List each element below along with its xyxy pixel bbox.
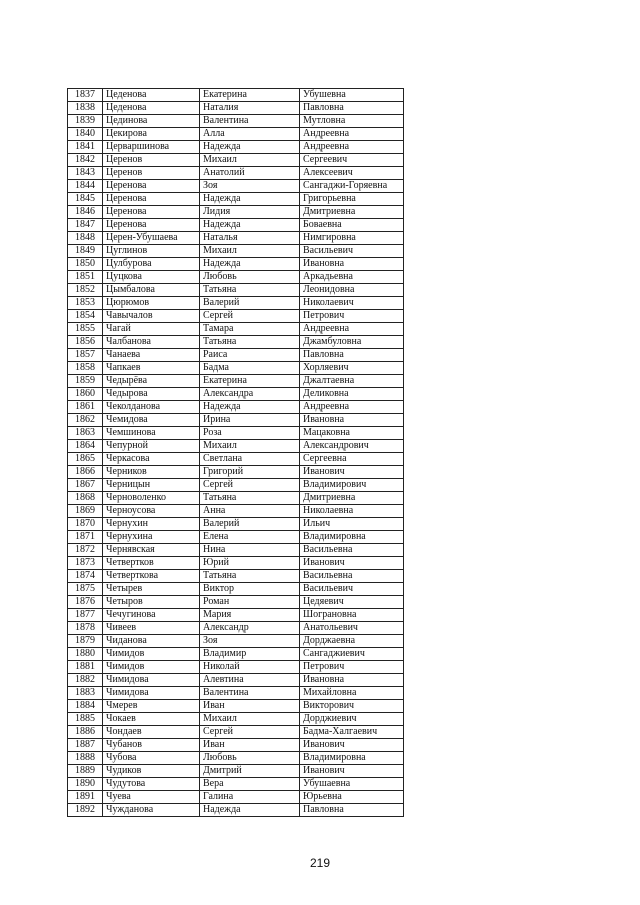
row-number-cell: 1864 (68, 440, 103, 453)
patronymic-cell: Андреевна (300, 128, 404, 141)
patronymic-cell: Цедяевич (300, 596, 404, 609)
row-number-cell: 1883 (68, 687, 103, 700)
patronymic-cell: Владимировна (300, 531, 404, 544)
patronymic-cell: Сангаджиевич (300, 648, 404, 661)
patronymic-cell: Шограновна (300, 609, 404, 622)
last-name-cell: Чиданова (103, 635, 200, 648)
first-name-cell: Александра (200, 388, 300, 401)
patronymic-cell: Николаевна (300, 505, 404, 518)
last-name-cell: Четыров (103, 596, 200, 609)
first-name-cell: Михаил (200, 440, 300, 453)
last-name-cell: Цединова (103, 115, 200, 128)
patronymic-cell: Алексеевич (300, 167, 404, 180)
patronymic-cell: Владимировна (300, 752, 404, 765)
last-name-cell: Цулбурова (103, 258, 200, 271)
patronymic-cell: Петрович (300, 661, 404, 674)
table-row (68, 167, 404, 180)
first-name-cell: Екатерина (200, 89, 300, 102)
last-name-cell: Черкасова (103, 453, 200, 466)
table-row (68, 310, 404, 323)
last-name-cell: Черноволенко (103, 492, 200, 505)
patronymic-cell: Анатольевич (300, 622, 404, 635)
first-name-cell: Надежда (200, 804, 300, 817)
last-name-cell: Цуцкова (103, 271, 200, 284)
page-number: 219 (309, 856, 331, 870)
row-number-cell: 1873 (68, 557, 103, 570)
patronymic-cell: Павловна (300, 102, 404, 115)
table-row (68, 687, 404, 700)
last-name-cell: Чимидова (103, 674, 200, 687)
last-name-cell: Церенова (103, 180, 200, 193)
table-row (68, 284, 404, 297)
patronymic-cell: Убушаевна (300, 778, 404, 791)
first-name-cell: Александр (200, 622, 300, 635)
last-name-cell: Чедырёва (103, 375, 200, 388)
last-name-cell: Чимидов (103, 661, 200, 674)
patronymic-cell: Аркадьевна (300, 271, 404, 284)
patronymic-cell: Григорьевна (300, 193, 404, 206)
row-number-cell: 1840 (68, 128, 103, 141)
first-name-cell: Татьяна (200, 336, 300, 349)
row-number-cell: 1854 (68, 310, 103, 323)
first-name-cell: Валерий (200, 518, 300, 531)
patronymic-cell: Джалтаевна (300, 375, 404, 388)
row-number-cell: 1845 (68, 193, 103, 206)
table-row (68, 193, 404, 206)
row-number-cell: 1869 (68, 505, 103, 518)
row-number-cell: 1843 (68, 167, 103, 180)
last-name-cell: Чудиков (103, 765, 200, 778)
row-number-cell: 1874 (68, 570, 103, 583)
last-name-cell: Чуева (103, 791, 200, 804)
table-row (68, 219, 404, 232)
table-row (68, 349, 404, 362)
first-name-cell: Галина (200, 791, 300, 804)
row-number-cell: 1850 (68, 258, 103, 271)
row-number-cell: 1846 (68, 206, 103, 219)
last-name-cell: Церенова (103, 206, 200, 219)
table-row (68, 336, 404, 349)
first-name-cell: Виктор (200, 583, 300, 596)
last-name-cell: Чемшинова (103, 427, 200, 440)
last-name-cell: Цымбалова (103, 284, 200, 297)
table-row (68, 804, 404, 817)
first-name-cell: Любовь (200, 271, 300, 284)
table-row (68, 648, 404, 661)
first-name-cell: Елена (200, 531, 300, 544)
table-row (68, 726, 404, 739)
row-number-cell: 1842 (68, 154, 103, 167)
row-number-cell: 1868 (68, 492, 103, 505)
first-name-cell: Татьяна (200, 492, 300, 505)
last-name-cell: Четвертков (103, 557, 200, 570)
patronymic-cell: Мацаковна (300, 427, 404, 440)
first-name-cell: Сергей (200, 479, 300, 492)
patronymic-cell: Боваевна (300, 219, 404, 232)
patronymic-cell: Иванович (300, 739, 404, 752)
table-row (68, 388, 404, 401)
last-name-cell: Церенова (103, 193, 200, 206)
row-number-cell: 1890 (68, 778, 103, 791)
first-name-cell: Николай (200, 661, 300, 674)
table-row (68, 453, 404, 466)
table-row (68, 466, 404, 479)
table-row (68, 206, 404, 219)
table-row (68, 440, 404, 453)
table-row (68, 505, 404, 518)
first-name-cell: Лидия (200, 206, 300, 219)
table-row (68, 102, 404, 115)
table-row (68, 557, 404, 570)
table-row (68, 661, 404, 674)
patronymic-cell: Ивановна (300, 258, 404, 271)
first-name-cell: Михаил (200, 245, 300, 258)
first-name-cell: Алевтина (200, 674, 300, 687)
row-number-cell: 1878 (68, 622, 103, 635)
patronymic-cell: Александрович (300, 440, 404, 453)
patronymic-cell: Нимгировна (300, 232, 404, 245)
first-name-cell: Бадма (200, 362, 300, 375)
first-name-cell: Зоя (200, 180, 300, 193)
table-row (68, 141, 404, 154)
table-row (68, 674, 404, 687)
row-number-cell: 1892 (68, 804, 103, 817)
table-row (68, 752, 404, 765)
table-row (68, 609, 404, 622)
last-name-cell: Цеденова (103, 102, 200, 115)
row-number-cell: 1862 (68, 414, 103, 427)
first-name-cell: Иван (200, 700, 300, 713)
patronymic-cell: Ивановна (300, 674, 404, 687)
table-row (68, 596, 404, 609)
patronymic-cell: Павловна (300, 804, 404, 817)
patronymic-cell: Сергеевна (300, 453, 404, 466)
first-name-cell: Ирина (200, 414, 300, 427)
last-name-cell: Чимидова (103, 687, 200, 700)
row-number-cell: 1865 (68, 453, 103, 466)
first-name-cell: Алла (200, 128, 300, 141)
first-name-cell: Иван (200, 739, 300, 752)
names-table-body (68, 89, 404, 817)
first-name-cell: Михаил (200, 713, 300, 726)
first-name-cell: Надежда (200, 258, 300, 271)
table-row (68, 635, 404, 648)
patronymic-cell: Сангаджи-Горяевна (300, 180, 404, 193)
row-number-cell: 1867 (68, 479, 103, 492)
last-name-cell: Чмерев (103, 700, 200, 713)
last-name-cell: Чавычалов (103, 310, 200, 323)
patronymic-cell: Андреевна (300, 401, 404, 414)
first-name-cell: Екатерина (200, 375, 300, 388)
first-name-cell: Сергей (200, 310, 300, 323)
last-name-cell: Чондаев (103, 726, 200, 739)
last-name-cell: Чапкаев (103, 362, 200, 375)
row-number-cell: 1887 (68, 739, 103, 752)
row-number-cell: 1849 (68, 245, 103, 258)
row-number-cell: 1876 (68, 596, 103, 609)
row-number-cell: 1848 (68, 232, 103, 245)
last-name-cell: Церен-Убушаева (103, 232, 200, 245)
last-name-cell: Цеденова (103, 89, 200, 102)
table-row (68, 258, 404, 271)
patronymic-cell: Иванович (300, 557, 404, 570)
row-number-cell: 1853 (68, 297, 103, 310)
first-name-cell: Сергей (200, 726, 300, 739)
last-name-cell: Чубанов (103, 739, 200, 752)
patronymic-cell: Петрович (300, 310, 404, 323)
row-number-cell: 1841 (68, 141, 103, 154)
patronymic-cell: Дорджаевна (300, 635, 404, 648)
last-name-cell: Чедырова (103, 388, 200, 401)
table-row (68, 531, 404, 544)
first-name-cell: Михаил (200, 154, 300, 167)
patronymic-cell: Леонидовна (300, 284, 404, 297)
row-number-cell: 1886 (68, 726, 103, 739)
table-row (68, 271, 404, 284)
patronymic-cell: Сергеевич (300, 154, 404, 167)
row-number-cell: 1891 (68, 791, 103, 804)
patronymic-cell: Андреевна (300, 141, 404, 154)
last-name-cell: Черницын (103, 479, 200, 492)
table-row (68, 739, 404, 752)
first-name-cell: Валентина (200, 115, 300, 128)
row-number-cell: 1838 (68, 102, 103, 115)
patronymic-cell: Джамбуловна (300, 336, 404, 349)
row-number-cell: 1872 (68, 544, 103, 557)
row-number-cell: 1852 (68, 284, 103, 297)
table-row (68, 700, 404, 713)
row-number-cell: 1863 (68, 427, 103, 440)
last-name-cell: Чагай (103, 323, 200, 336)
table-row (68, 154, 404, 167)
first-name-cell: Зоя (200, 635, 300, 648)
row-number-cell: 1858 (68, 362, 103, 375)
table-row (68, 570, 404, 583)
first-name-cell: Вера (200, 778, 300, 791)
first-name-cell: Нина (200, 544, 300, 557)
names-table (67, 88, 404, 817)
last-name-cell: Церенов (103, 154, 200, 167)
patronymic-cell: Мутловна (300, 115, 404, 128)
last-name-cell: Черноусова (103, 505, 200, 518)
table-row (68, 778, 404, 791)
first-name-cell: Татьяна (200, 284, 300, 297)
last-name-cell: Чужданова (103, 804, 200, 817)
last-name-cell: Чернухин (103, 518, 200, 531)
first-name-cell: Владимир (200, 648, 300, 661)
patronymic-cell: Васильевна (300, 570, 404, 583)
table-row (68, 180, 404, 193)
last-name-cell: Чалбанова (103, 336, 200, 349)
row-number-cell: 1861 (68, 401, 103, 414)
patronymic-cell: Васильевич (300, 245, 404, 258)
row-number-cell: 1889 (68, 765, 103, 778)
table-row (68, 297, 404, 310)
table-row (68, 791, 404, 804)
table-row (68, 414, 404, 427)
last-name-cell: Цуглинов (103, 245, 200, 258)
patronymic-cell: Юрьевна (300, 791, 404, 804)
patronymic-cell: Хорляевич (300, 362, 404, 375)
row-number-cell: 1879 (68, 635, 103, 648)
table-row (68, 479, 404, 492)
table-row (68, 765, 404, 778)
patronymic-cell: Бадма-Халгаевич (300, 726, 404, 739)
row-number-cell: 1839 (68, 115, 103, 128)
first-name-cell: Тамара (200, 323, 300, 336)
row-number-cell: 1855 (68, 323, 103, 336)
first-name-cell: Любовь (200, 752, 300, 765)
row-number-cell: 1851 (68, 271, 103, 284)
first-name-cell: Валерий (200, 297, 300, 310)
patronymic-cell: Андреевна (300, 323, 404, 336)
row-number-cell: 1885 (68, 713, 103, 726)
table-row (68, 583, 404, 596)
row-number-cell: 1875 (68, 583, 103, 596)
table-row (68, 232, 404, 245)
first-name-cell: Анатолий (200, 167, 300, 180)
row-number-cell: 1859 (68, 375, 103, 388)
row-number-cell: 1881 (68, 661, 103, 674)
last-name-cell: Чернухина (103, 531, 200, 544)
patronymic-cell: Павловна (300, 349, 404, 362)
first-name-cell: Надежда (200, 219, 300, 232)
first-name-cell: Роман (200, 596, 300, 609)
first-name-cell: Надежда (200, 141, 300, 154)
table-row (68, 375, 404, 388)
last-name-cell: Чубова (103, 752, 200, 765)
last-name-cell: Чокаев (103, 713, 200, 726)
last-name-cell: Чепурной (103, 440, 200, 453)
last-name-cell: Церенова (103, 219, 200, 232)
table-row (68, 713, 404, 726)
patronymic-cell: Владимирович (300, 479, 404, 492)
table-row (68, 362, 404, 375)
patronymic-cell: Иванович (300, 466, 404, 479)
table-row (68, 401, 404, 414)
last-name-cell: Чимидов (103, 648, 200, 661)
first-name-cell: Наталья (200, 232, 300, 245)
row-number-cell: 1888 (68, 752, 103, 765)
last-name-cell: Чемидова (103, 414, 200, 427)
patronymic-cell: Ильич (300, 518, 404, 531)
first-name-cell: Татьяна (200, 570, 300, 583)
row-number-cell: 1884 (68, 700, 103, 713)
last-name-cell: Церенов (103, 167, 200, 180)
table-row (68, 518, 404, 531)
row-number-cell: 1844 (68, 180, 103, 193)
last-name-cell: Чудутова (103, 778, 200, 791)
first-name-cell: Светлана (200, 453, 300, 466)
row-number-cell: 1837 (68, 89, 103, 102)
table-row (68, 622, 404, 635)
table-row (68, 128, 404, 141)
row-number-cell: 1856 (68, 336, 103, 349)
first-name-cell: Дмитрий (200, 765, 300, 778)
first-name-cell: Юрий (200, 557, 300, 570)
row-number-cell: 1871 (68, 531, 103, 544)
first-name-cell: Роза (200, 427, 300, 440)
row-number-cell: 1860 (68, 388, 103, 401)
last-name-cell: Цекирова (103, 128, 200, 141)
row-number-cell: 1847 (68, 219, 103, 232)
last-name-cell: Черников (103, 466, 200, 479)
patronymic-cell: Деликовна (300, 388, 404, 401)
first-name-cell: Надежда (200, 193, 300, 206)
first-name-cell: Надежда (200, 401, 300, 414)
row-number-cell: 1866 (68, 466, 103, 479)
first-name-cell: Наталия (200, 102, 300, 115)
patronymic-cell: Николаевич (300, 297, 404, 310)
table-row (68, 115, 404, 128)
patronymic-cell: Михайловна (300, 687, 404, 700)
row-number-cell: 1877 (68, 609, 103, 622)
last-name-cell: Четырев (103, 583, 200, 596)
first-name-cell: Раиса (200, 349, 300, 362)
patronymic-cell: Убушевна (300, 89, 404, 102)
row-number-cell: 1870 (68, 518, 103, 531)
patronymic-cell: Дмитриевна (300, 492, 404, 505)
patronymic-cell: Иванович (300, 765, 404, 778)
first-name-cell: Мария (200, 609, 300, 622)
table-row (68, 323, 404, 336)
patronymic-cell: Васильевич (300, 583, 404, 596)
table-row (68, 245, 404, 258)
first-name-cell: Анна (200, 505, 300, 518)
last-name-cell: Чивеев (103, 622, 200, 635)
patronymic-cell: Дмитриевна (300, 206, 404, 219)
last-name-cell: Чанаева (103, 349, 200, 362)
patronymic-cell: Дорджиевич (300, 713, 404, 726)
last-name-cell: Чечугинова (103, 609, 200, 622)
row-number-cell: 1857 (68, 349, 103, 362)
last-name-cell: Церваршинова (103, 141, 200, 154)
table-row (68, 89, 404, 102)
table-row (68, 492, 404, 505)
first-name-cell: Валентина (200, 687, 300, 700)
row-number-cell: 1882 (68, 674, 103, 687)
last-name-cell: Чернявская (103, 544, 200, 557)
last-name-cell: Четверткова (103, 570, 200, 583)
patronymic-cell: Васильевна (300, 544, 404, 557)
table-row (68, 544, 404, 557)
patronymic-cell: Ивановна (300, 414, 404, 427)
table-row (68, 427, 404, 440)
first-name-cell: Григорий (200, 466, 300, 479)
row-number-cell: 1880 (68, 648, 103, 661)
patronymic-cell: Викторович (300, 700, 404, 713)
last-name-cell: Цюрюмов (103, 297, 200, 310)
last-name-cell: Чеколданова (103, 401, 200, 414)
